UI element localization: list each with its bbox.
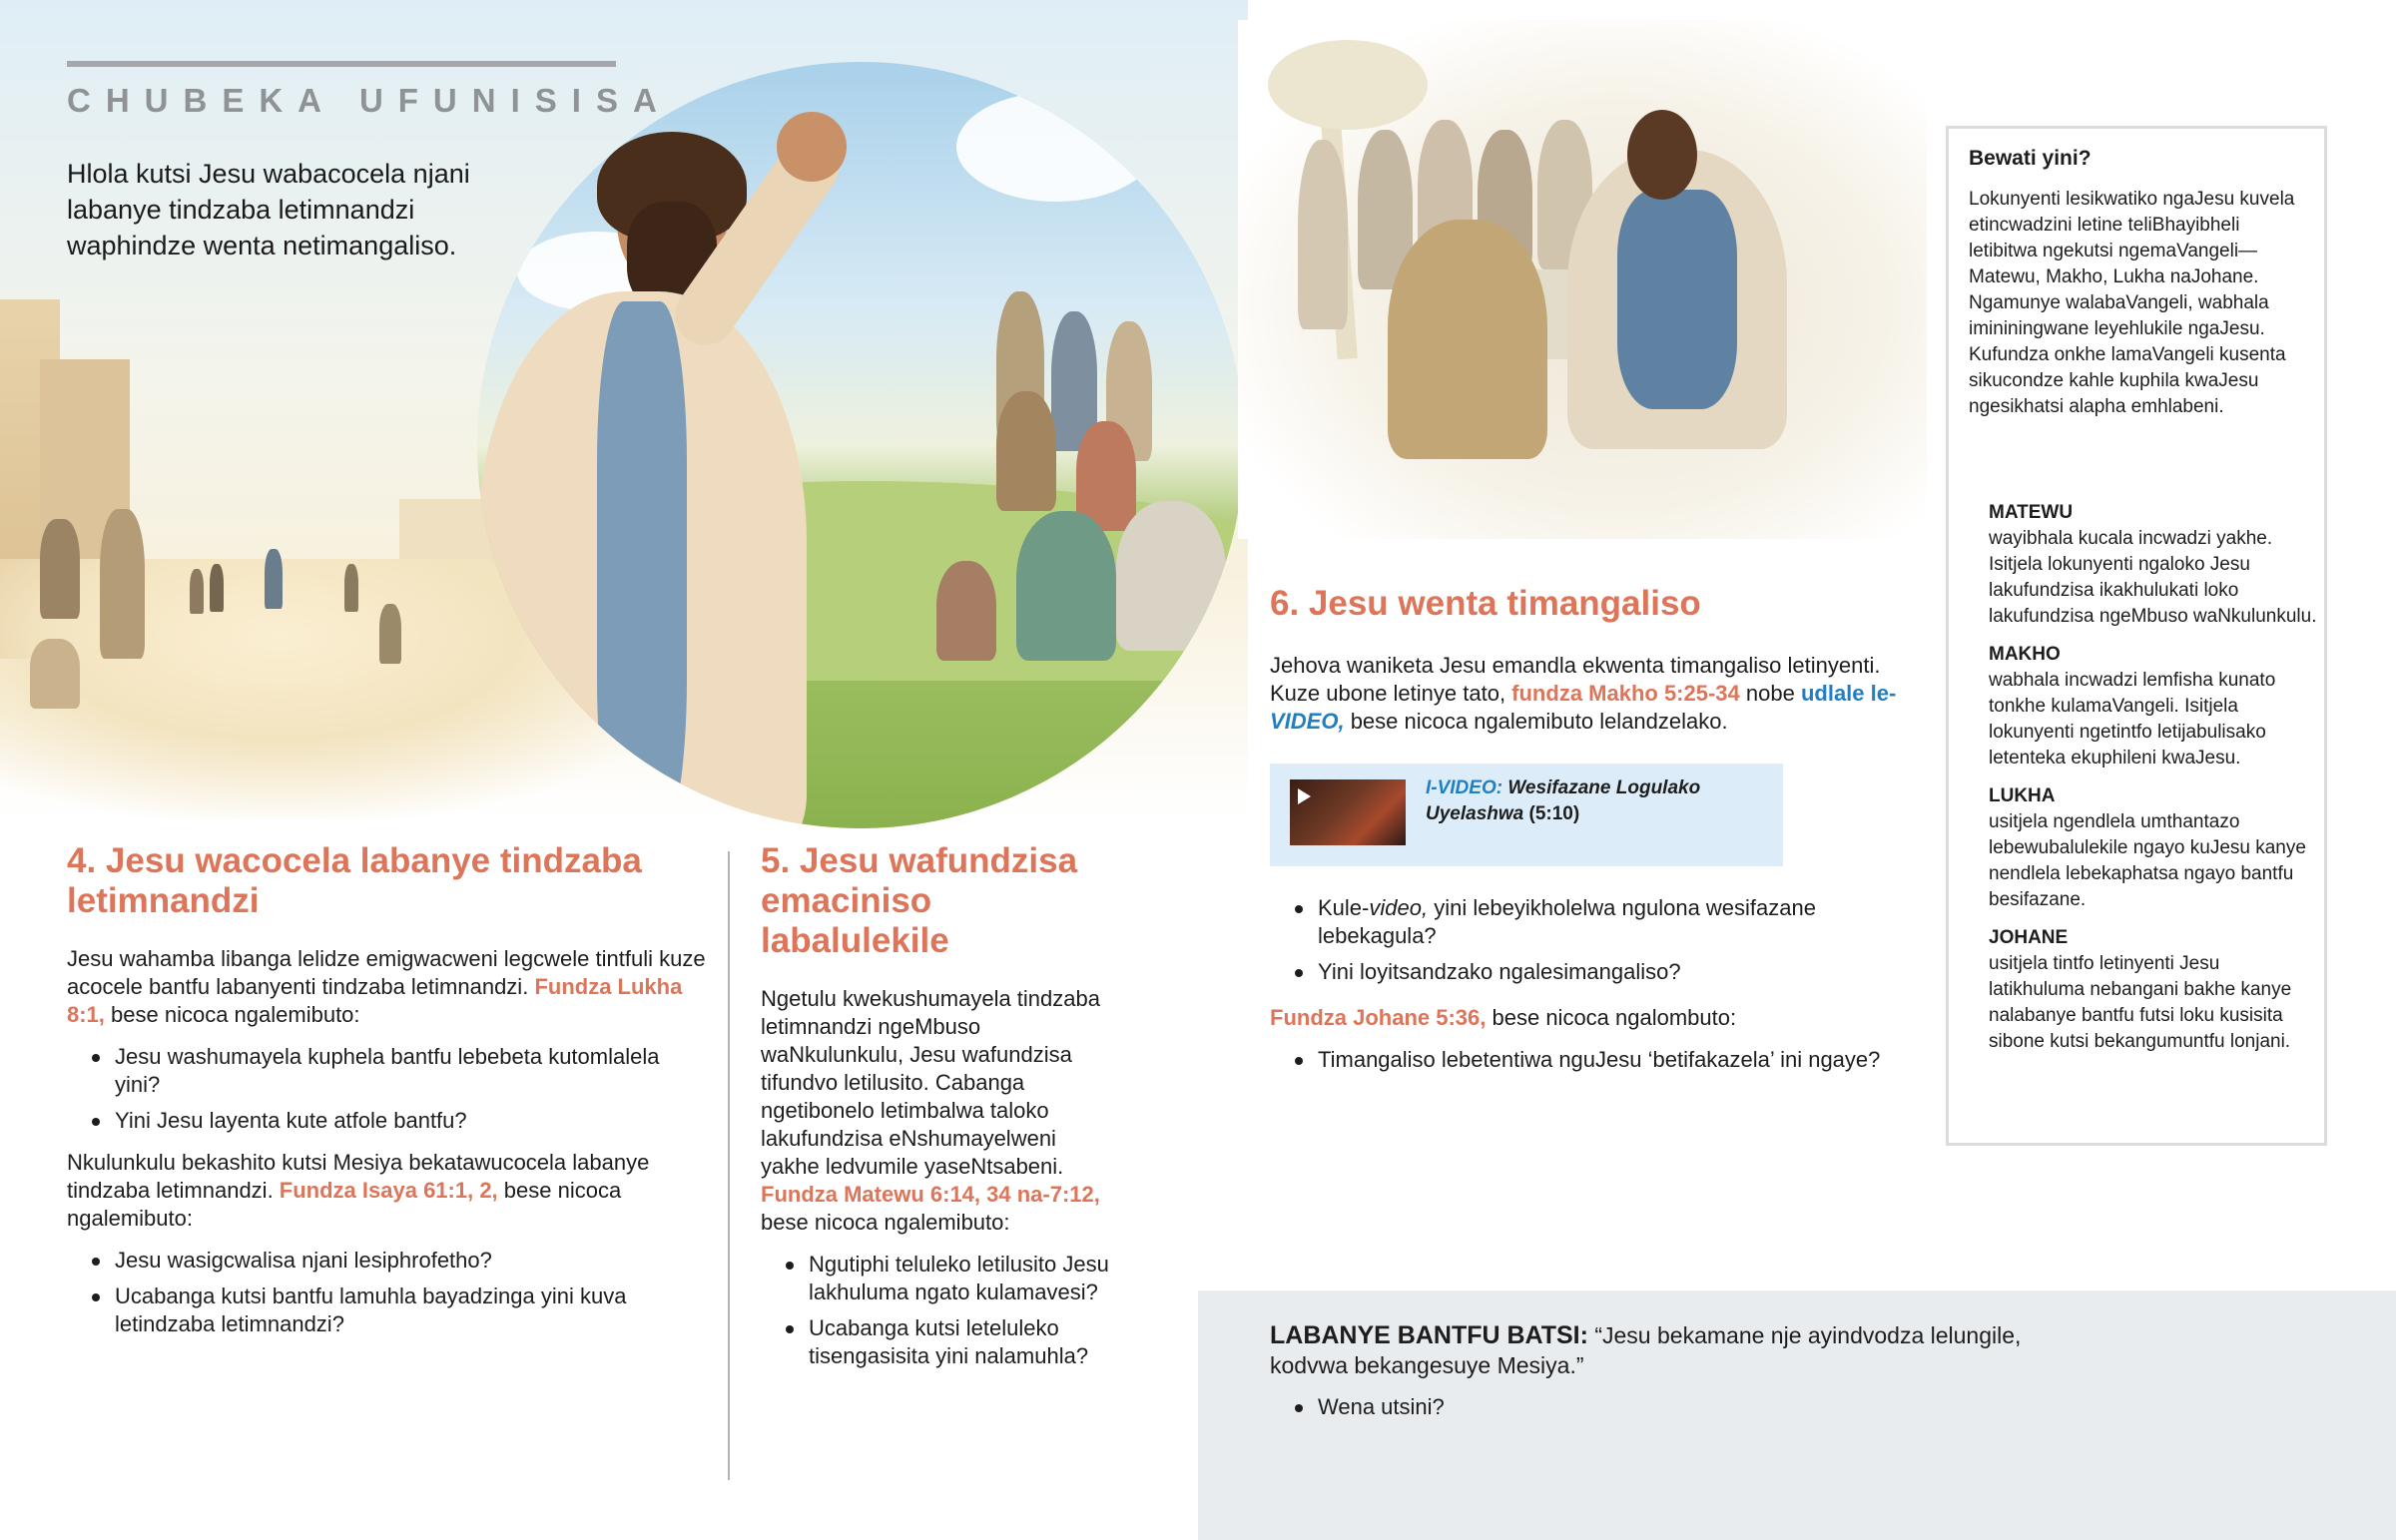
gospel-entry: LUKHA usitjela ngendlela umthantazo lebewubalulekile ngayo kuJesu kanye nendlela lebekaphatsa ngayo bantfu besifazane.	[1989, 785, 2306, 910]
intro-text: Hlola kutsi Jesu wabacocela njani labanye tindzaba letimnandzi waphindze wenta netimangaliso.	[67, 159, 470, 260]
scripture-ref-john[interactable]: Fundza Johane 5:36,	[1270, 1005, 1487, 1030]
gospel-list	[1989, 500, 2318, 1055]
section-5-questions	[761, 1251, 1120, 1370]
section-5	[761, 841, 1120, 1378]
section-6-questions-2	[1270, 1046, 1929, 1074]
section-6-questions-1	[1270, 894, 1929, 986]
section-4-paragraph-1: Jesu wahamba libanga lelidze emigwacweni legcwele tintfuli kuze acocele bantfu labanyenti tindzaba letimnandzi. Fundza Lukha 8:1, bese nicoca ngalemibuto:	[67, 946, 706, 1027]
question-item: Jesu wasigcwalisa njani lesiphrofetho?	[67, 1247, 706, 1275]
others-say-band	[1198, 1290, 2396, 1540]
section-6-lower	[1270, 894, 1929, 1082]
question-item: Yini loyitsandzako ngalesimangaliso?	[1270, 958, 1929, 986]
play-icon	[1298, 788, 1311, 804]
section-5-title: 5. Jesu wafundzisa emaciniso labalulekile	[761, 841, 1078, 960]
video-title: Wesifazane Logulako Uyelashwa	[1426, 777, 1701, 824]
sidebar-intro: Lokunyenti lesikwatiko ngaJesu kuvela etincwadzini letine teliBhayibheli letibitwa ngekutsi ngemaVangeli—Matewu, Makho, Lukha naJohane. Ngamunye walabaVangeli, wabhala imininingwane leyehlukile ngaJesu. Kufundza onkhe lamaVangeli kusenta sikucondze kahle kuphila kwaJesu ngesikhatsi alapha emhlabeni.	[1969, 189, 2295, 417]
section-4-questions-2	[67, 1247, 706, 1338]
question-item: Wena utsini?	[1270, 1393, 1969, 1421]
section-4	[67, 841, 706, 1346]
play-video-link[interactable]: udlale le-VIDEO,	[1270, 681, 1897, 734]
section-eyebrow: CHUBEKA UFUNISISA	[67, 82, 672, 119]
sidebar-title: Bewati yini?	[1969, 147, 2092, 170]
section-4-questions-1	[67, 1043, 706, 1135]
column-divider	[728, 851, 730, 1480]
video-thumbnail[interactable]	[1290, 779, 1406, 845]
others-say-label: LABANYE BANTFU BATSI:	[1270, 1321, 1588, 1349]
section-6-paragraph-2: Fundza Johane 5:36, bese nicoca ngalombuto:	[1270, 1005, 1737, 1030]
others-say-text	[1270, 1320, 2049, 1380]
scripture-ref-luke[interactable]: Fundza Lukha 8:1,	[67, 974, 683, 1027]
header-rule	[67, 61, 616, 67]
gospel-entry: JOHANE usitjela tintfo letinyenti Jesu latikhuluma nebangani bakhe kanye nalabanye bantfu futsi loku kusisita sibone kutsi bekangumuntfu lonjani.	[1989, 927, 2292, 1052]
others-say-quote: “Jesu bekamane nje ayindvodza lelungile, kodvwa bekangesuye Mesiya.”	[1270, 1322, 2022, 1378]
section-4-paragraph-2: Nkulunkulu bekashito kutsi Mesiya bekatawucocela labanye tindzaba letimnandzi. Fundza Isaya 61:1, 2, bese nicoca ngalemibuto:	[67, 1150, 650, 1231]
jesus-preaching-illustration	[477, 62, 1244, 828]
question-item: Ucabanga kutsi bantfu lamuhla bayadzinga yini kuva letindzaba letimnandzi?	[67, 1283, 706, 1338]
did-you-know-box	[1946, 126, 2327, 1146]
video-label: I-VIDEO:	[1426, 777, 1503, 798]
scripture-ref-isaiah[interactable]: Fundza Isaya 61:1, 2,	[279, 1178, 498, 1203]
question-item: Ucabanga kutsi leteluleko tisengasisita yini nalamuhla?	[761, 1314, 1120, 1370]
section-6	[1270, 584, 1929, 736]
section-6-paragraph-1: Jehova waniketa Jesu emandla ekwenta timangaliso letinyenti. Kuze ubone letinye tato, fundza Makho 5:25-34 nobe udlale le-VIDEO, bese nicoca ngalemibuto lelandzelako.	[1270, 653, 1897, 734]
question-item: Timangaliso lebetentiwa nguJesu ‘betifakazela’ ini ngaye?	[1270, 1046, 1929, 1074]
healing-illustration	[1238, 20, 1927, 539]
scripture-ref-matthew[interactable]: Fundza Matewu 6:14, 34 na-7:12,	[761, 1182, 1100, 1207]
question-item: Yini Jesu layenta kute atfole bantfu?	[67, 1107, 706, 1135]
gospel-entry: MATEWU wayibhala kucala incwadzi yakhe. Isitjela lokunyenti ngaloko Jesu lakufundzisa ikakhulukati loko lakufundzisa ngeMbuso waNkulunkulu.	[1989, 502, 2317, 627]
gospel-entry: MAKHO wabhala incwadzi lemfisha kunato tonkhe kulamaVangeli. Isitjela lokunyenti ngetintfo letijabulisako letenteka ekuphileni kwaJesu.	[1989, 644, 2276, 769]
video-card[interactable]	[1270, 764, 1783, 866]
video-duration: (5:10)	[1523, 803, 1580, 824]
others-say-questions	[1270, 1393, 1969, 1429]
question-item: Jesu washumayela kuphela bantfu lebebeta kutomlalela yini?	[67, 1043, 706, 1099]
question-item: Ngutiphi teluleko letilusito Jesu lakhuluma ngato kulamavesi?	[761, 1251, 1120, 1306]
section-4-title: 4. Jesu wacocela labanye tindzaba letimnandzi	[67, 841, 642, 920]
scripture-ref-mark[interactable]: fundza Makho 5:25-34	[1511, 681, 1740, 706]
video-caption	[1426, 775, 1765, 827]
section-6-title: 6. Jesu wenta timangaliso	[1270, 584, 1701, 623]
section-5-paragraph-1: Ngetulu kwekushumayela tindzaba letimnandzi ngeMbuso waNkulunkulu, Jesu wafundzisa tifundvo letilusito. Cabanga ngetibonelo letimbalwa taloko lakufundzisa eNshumayelweni yakhe ledvumile yaseNtsabeni. Fundza Matewu 6:14, 34 na-7:12, bese nicoca ngalemibuto:	[761, 986, 1100, 1235]
question-item: Kule-video, yini lebeyikholelwa ngulona wesifazane lebekagula?	[1270, 894, 1929, 950]
